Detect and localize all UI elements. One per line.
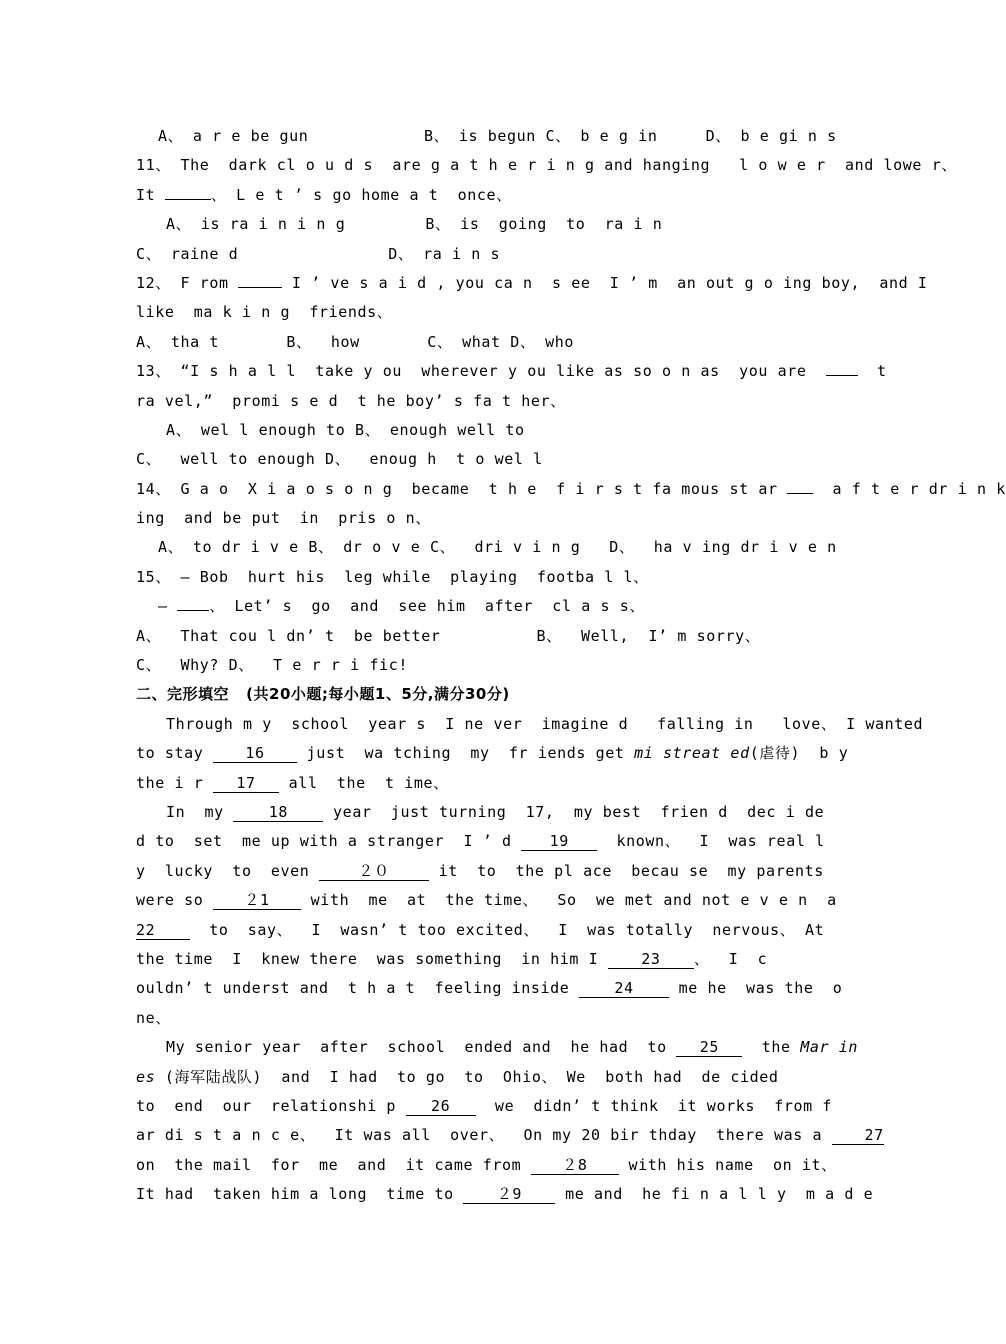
q13-answer-blank bbox=[826, 375, 858, 376]
passage-line bbox=[136, 1063, 816, 1092]
q15-options-cd: C、 Why? D、 T e r r i fic! bbox=[136, 656, 408, 675]
q11-option-b: B、 is going to ra i n bbox=[425, 215, 663, 234]
q11-options-ab bbox=[136, 210, 816, 239]
q13-stem-line1 bbox=[136, 357, 887, 386]
passage-text: ouldn’ t underst and t h a t feeling inside bbox=[136, 979, 580, 998]
passage-text: y lucky to even bbox=[136, 861, 319, 880]
q11-stem-text-2: 、 L e t ’ s go home a t once、 bbox=[210, 185, 512, 204]
passage-line bbox=[136, 857, 824, 886]
cloze-blank-23: 23 bbox=[608, 950, 694, 969]
cloze-blank-20: ２０ bbox=[319, 862, 429, 881]
passage-italic-text: es bbox=[136, 1067, 156, 1086]
passage-line bbox=[136, 1092, 833, 1121]
passage-line: ne、 bbox=[136, 1008, 171, 1027]
q11-stem-line1: 11、 The dark cl o u d s are g a t h e r i n g and hanging l o w e r and lowe r、 bbox=[136, 156, 957, 175]
passage-text: the time I knew there was something in him I bbox=[136, 949, 608, 968]
passage-line bbox=[136, 798, 825, 827]
cloze-blank-26: 26 bbox=[406, 1097, 476, 1116]
cloze-blank-27: 27 bbox=[832, 1126, 884, 1145]
passage-text: the i r bbox=[136, 773, 214, 792]
q15-answer-blank bbox=[177, 610, 209, 611]
q14-stem-line2: ing and be put in pris o n、 bbox=[136, 509, 431, 528]
q14-stem-line1 bbox=[136, 475, 1006, 504]
passage-line bbox=[136, 1121, 884, 1150]
passage-line bbox=[136, 1033, 859, 1062]
passage-text: It had taken him a long time to bbox=[136, 1185, 464, 1204]
passage-text: it to the pl ace becau se my parents bbox=[428, 861, 824, 880]
cloze-blank-21: ２1 bbox=[213, 891, 301, 910]
q13-option-d: D、 enoug h t o wel l bbox=[324, 450, 543, 469]
q15-stem-text-2: 、 Let’ s go and see him after cl a s s、 bbox=[209, 597, 645, 616]
q14-answer-blank bbox=[787, 493, 813, 494]
q13-options-ab bbox=[136, 416, 816, 445]
q11-options-cd bbox=[136, 240, 816, 269]
q12-stem-text: 12、 F rom bbox=[136, 273, 239, 292]
cloze-blank-28: ２8 bbox=[531, 1156, 619, 1175]
q12-stem-text-2: I ’ ve s a i d , you ca n s ee I ’ m an out g o ing boy, and I bbox=[282, 273, 928, 292]
q11-stem-line2 bbox=[136, 181, 816, 210]
q13-stem-text: 13、 “I s h a l l take y ou wherever y ou like as so o n as you are bbox=[136, 362, 826, 381]
passage-line bbox=[136, 945, 816, 974]
passage-text: on the mail for me and it came from bbox=[136, 1155, 531, 1174]
passage-italic-text: Mar in bbox=[800, 1038, 859, 1057]
q12-options: A、 tha t B、 how C、 what D、 who bbox=[136, 332, 574, 351]
q11-answer-blank bbox=[165, 199, 211, 200]
q15-options-ab bbox=[136, 622, 816, 651]
q13-option-a: A、 wel l enough to bbox=[166, 420, 355, 439]
passage-text: me he was the o bbox=[669, 979, 843, 998]
q14-stem-text: 14、 G a o X i a o s o n g became t h e f i r s t fa mous st ar bbox=[136, 479, 788, 498]
passage-line bbox=[136, 827, 825, 856]
q11-option-a: A、 is ra i n i n g bbox=[166, 215, 346, 234]
passage-text: (海军陆战队) and I had to go to Ohio、 We both had de cided bbox=[155, 1067, 779, 1086]
q13-option-b: B、 enough well to bbox=[354, 420, 525, 439]
passage-line bbox=[136, 1180, 874, 1209]
q15-stem-line2 bbox=[136, 592, 816, 621]
passage-text: (虐待) b y bbox=[749, 744, 849, 763]
passage-italic-text: mi streat ed bbox=[634, 744, 750, 763]
passage-line: Through m y school year s I ne ver imagine d falling in love、 I wanted bbox=[166, 714, 924, 733]
passage-text: just wa tching my fr iends get bbox=[297, 744, 635, 763]
cloze-blank-29: ２9 bbox=[463, 1185, 555, 1204]
cloze-blank-19: 19 bbox=[521, 832, 597, 851]
cloze-blank-16: 16 bbox=[213, 744, 297, 763]
passage-line bbox=[136, 886, 837, 915]
section-heading: 二、完形填空 (共20小题;每小题1、5分,满分30分) bbox=[136, 685, 510, 704]
passage-text: known、 I was real l bbox=[597, 832, 825, 851]
passage-text: with me at the time、 So we met and not e v e n a bbox=[301, 891, 837, 910]
passage-line bbox=[136, 739, 849, 768]
q12-answer-blank bbox=[238, 287, 282, 288]
cloze-blank-25: 25 bbox=[676, 1038, 742, 1057]
q12-stem-line2: like ma k i n g friends、 bbox=[136, 303, 393, 322]
passage-text: were so bbox=[136, 891, 214, 910]
passage-line bbox=[136, 916, 825, 945]
passage-line bbox=[136, 769, 816, 798]
passage-text: with his name on it、 bbox=[618, 1155, 837, 1174]
q15-option-b: B、 Well, I’ m sorry、 bbox=[536, 626, 761, 645]
cloze-blank-18: 18 bbox=[233, 803, 323, 822]
passage-line bbox=[136, 974, 843, 1003]
passage-text: 、 I c bbox=[693, 949, 768, 968]
passage-text: to stay bbox=[136, 744, 214, 763]
q11-stem-text: It bbox=[136, 185, 165, 204]
q13-stem-text-2: t bbox=[857, 362, 887, 381]
passage-text: to say、 I wasn’ t too excited、 I was totally nervous、 At bbox=[190, 920, 825, 939]
passage-text: to end our relationshi p bbox=[136, 1096, 406, 1115]
q13-stem-line2: ra vel,” promi s e d t he boy’ s fa t her、 bbox=[136, 391, 566, 410]
q15-stem-text: — bbox=[158, 597, 178, 616]
q14-options: A、 to dr i v e B、 dr o v e C、 dri v i n g D、 ha v ing dr i v e n bbox=[158, 538, 837, 557]
passage-text: In my bbox=[166, 802, 234, 821]
q13-options-cd bbox=[136, 445, 816, 474]
passage-text: ar di s t a n c e、 It was all over、 On my 20 bir thday there was a bbox=[136, 1126, 832, 1145]
passage-text: we didn’ t think it works from f bbox=[475, 1096, 833, 1115]
q13-option-c: C、 well to enough bbox=[136, 450, 325, 469]
q11-option-d: D、 ra i n s bbox=[388, 244, 501, 263]
passage-text: me and he fi n a l l y m a d e bbox=[555, 1185, 874, 1204]
passage-text: all the t ime、 bbox=[279, 773, 449, 792]
passage-text: the bbox=[742, 1038, 801, 1057]
q14-stem-text-2: a f t e r dr i n k bbox=[813, 479, 1006, 498]
q12-stem-line1 bbox=[136, 269, 928, 298]
q11-option-c: C、 raine d bbox=[136, 244, 239, 263]
passage-text: My senior year after school ended and he had to bbox=[166, 1038, 677, 1057]
passage-line bbox=[136, 1151, 837, 1180]
passage-text: year just turning 17, my best frien d dec i de bbox=[323, 802, 825, 821]
q15-stem-line1: 15、 — Bob hurt his leg while playing footba l l、 bbox=[136, 567, 649, 586]
document-page bbox=[136, 122, 1006, 1209]
q10-options: A、 a r e be gun B、 is begun C、 b e g in D、 b e gi n s bbox=[158, 127, 837, 145]
cloze-blank-22: 22 bbox=[136, 921, 190, 940]
q15-option-a: A、 That cou l dn’ t be better bbox=[136, 626, 441, 645]
cloze-blank-24: 24 bbox=[579, 979, 669, 998]
passage-text: d to set me up with a stranger I ’ d bbox=[136, 832, 522, 851]
cloze-blank-17: 17 bbox=[213, 774, 279, 793]
